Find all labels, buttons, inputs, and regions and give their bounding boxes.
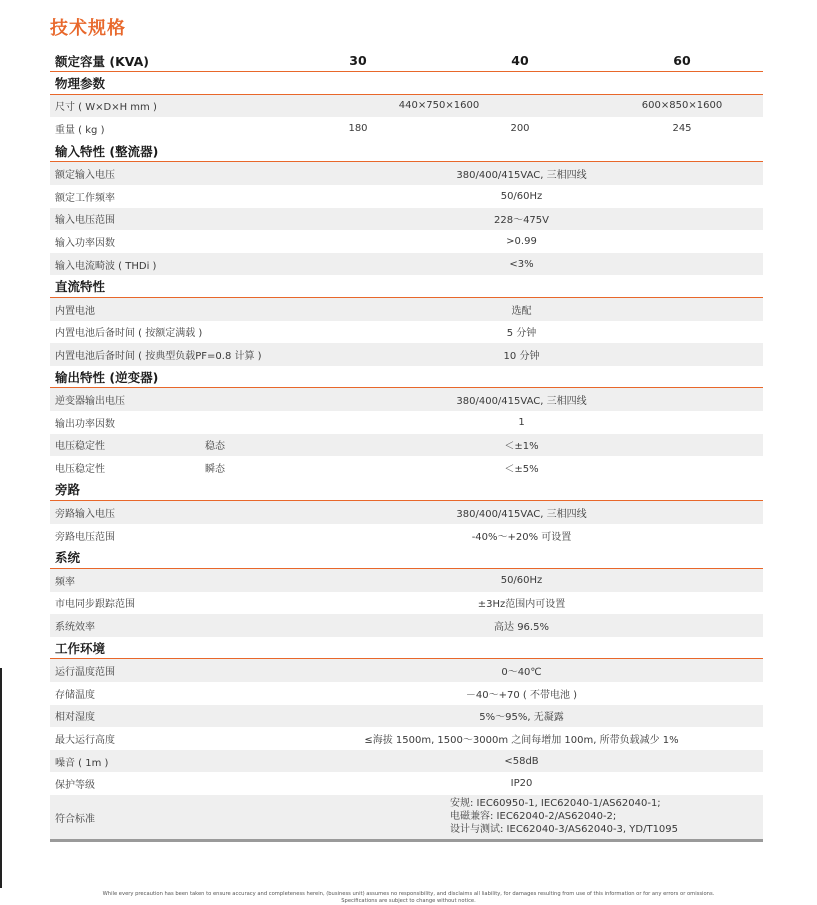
spec-row [50, 750, 763, 773]
footer-line: Specifications are subject to change without notice. [341, 898, 476, 904]
section-output [50, 366, 763, 389]
spec-label: 存储温度 [55, 689, 95, 701]
spec-value-40: 200 [510, 122, 530, 134]
spec-label: 尺寸 ( W×D×H mm ) [55, 102, 157, 114]
spec-row [50, 230, 763, 253]
spec-row [50, 569, 763, 592]
section-title: 输入特性 (整流器) [55, 143, 159, 159]
spec-row [50, 162, 763, 185]
spec-row [50, 592, 763, 615]
standards-line: 安规: IEC60950-1, IEC62040-1/AS62040-1; [450, 798, 661, 809]
spec-label: 市电同步跟踪范围 [55, 599, 135, 611]
spec-label: 保护等级 [55, 780, 95, 792]
spec-row [50, 524, 763, 547]
spec-row [50, 682, 763, 705]
spec-value: 0～40℃ [501, 667, 542, 679]
spec-value: 选配 [511, 305, 532, 317]
spec-value: >0.99 [506, 235, 537, 247]
spec-row [50, 727, 763, 750]
spec-row-weight [50, 117, 763, 140]
spec-value: ＜±5% [504, 463, 539, 475]
spec-label: 输入功率因数 [55, 237, 115, 249]
spec-value: ≤海拔 1500m, 1500～3000m 之间每增加 100m, 所带负载减少 1% [364, 735, 679, 747]
spec-label: 逆变器输出电压 [55, 396, 125, 408]
spec-value-60: 245 [672, 122, 692, 134]
spec-row [50, 253, 763, 276]
table-header-row [50, 50, 763, 72]
spec-value-30-40: 440×750×1600 [398, 100, 480, 112]
standards-line: 设计与测试: IEC62040-3/AS62040-3, YD/T1095 [450, 824, 679, 835]
spec-value: 380/400/415VAC, 三相四线 [456, 170, 587, 182]
section-environment [50, 637, 763, 660]
spec-value: 380/400/415VAC, 三相四线 [456, 396, 587, 408]
spec-label: 运行温度范围 [55, 667, 115, 679]
spec-value: ±3Hz范围内可设置 [477, 599, 566, 611]
spec-row [50, 614, 763, 637]
spec-value: 50/60Hz [500, 574, 543, 586]
spec-row [50, 388, 763, 411]
spec-row [50, 343, 763, 366]
section-title: 物理参数 [55, 75, 106, 91]
spec-label: 输入电流畸波 ( THDi ) [55, 260, 157, 272]
spec-sublabel: 稳态 [205, 441, 225, 453]
spec-label: 频率 [55, 576, 75, 588]
spec-sublabel: 瞬态 [205, 463, 225, 475]
spec-label: 内置电池后备时间 ( 按典型负载PF=0.8 计算 ) [55, 350, 262, 362]
section-title: 系统 [55, 550, 81, 566]
spec-row [50, 659, 763, 682]
spec-label: 电压稳定性 [55, 463, 105, 475]
spec-label: 旁路电压范围 [55, 531, 115, 543]
spec-value: -40%～+20% 可设置 [471, 531, 572, 543]
section-title: 工作环境 [55, 640, 106, 656]
col-header-30: 30 [349, 53, 367, 68]
page-title: 技术规格 [50, 18, 126, 39]
spec-label: 相对湿度 [55, 712, 95, 724]
spec-label: 内置电池后备时间 ( 按额定满载 ) [55, 328, 203, 340]
section-title: 输出特性 (逆变器) [55, 369, 159, 385]
section-bypass [50, 479, 763, 502]
spec-row-dimensions [50, 95, 763, 118]
spec-value: 380/400/415VAC, 三相四线 [456, 509, 587, 521]
standards-list [450, 797, 678, 836]
spec-row-standards [50, 795, 763, 839]
spec-value: 5%～95%, 无凝露 [479, 712, 564, 724]
section-title: 直流特性 [55, 279, 106, 295]
spec-label: 系统效率 [55, 622, 95, 634]
spec-row [50, 501, 763, 524]
spec-row [50, 456, 763, 479]
spec-value: －40～+70 ( 不带电池 ) [465, 689, 578, 701]
spec-label: 额定输入电压 [55, 170, 115, 182]
spec-label: 最大运行高度 [55, 735, 115, 747]
col-header-60: 60 [673, 53, 691, 68]
spec-row [50, 208, 763, 231]
spec-label: 符合标准 [55, 813, 95, 825]
footer-line: While every precaution has been taken to ensure accuracy and completeness herein, (business unit) assumes no responsibility, and disclaims all liability, for damages resulting from use of this information or for any errors or omissions. [102, 891, 715, 897]
section-system [50, 546, 763, 569]
spec-label: 额定工作频率 [55, 192, 115, 204]
spec-label: 内置电池 [55, 305, 95, 317]
spec-value: 5 分钟 [506, 328, 537, 340]
spec-label: 重量 ( kg ) [55, 124, 105, 136]
spec-row [50, 185, 763, 208]
spec-value: 高达 96.5% [494, 622, 549, 634]
section-input [50, 140, 763, 163]
spec-row [50, 298, 763, 321]
spec-table [50, 50, 763, 842]
section-dc [50, 275, 763, 298]
col-header-40: 40 [511, 53, 529, 68]
spec-label: 噪音 ( 1m ) [55, 757, 109, 769]
spec-value: 10 分钟 [503, 350, 540, 362]
spec-value: 1 [518, 416, 525, 428]
spec-row [50, 321, 763, 344]
table-bottom-rule [50, 839, 763, 842]
spec-value: ＜±1% [504, 441, 539, 453]
spec-label: 输出功率因数 [55, 418, 115, 430]
left-edge-mark [0, 668, 2, 888]
section-physical [50, 72, 763, 95]
spec-value-60: 600×850×1600 [641, 100, 723, 112]
spec-row [50, 705, 763, 728]
spec-value-30: 180 [348, 122, 368, 134]
spec-value: <3% [509, 258, 534, 270]
spec-row [50, 411, 763, 434]
spec-label: 电压稳定性 [55, 441, 105, 453]
spec-value: 50/60Hz [500, 190, 543, 202]
spec-label: 输入电压范围 [55, 215, 115, 227]
spec-row [50, 772, 763, 795]
spec-row [50, 434, 763, 457]
spec-value: IP20 [510, 778, 533, 790]
section-title: 旁路 [55, 482, 81, 498]
capacity-header-label: 额定容量 (KVA) [55, 53, 149, 69]
standards-line: 电磁兼容: IEC62040-2/AS62040-2; [450, 811, 617, 822]
footer-disclaimer [0, 891, 817, 905]
spec-value: 228～475V [493, 215, 549, 227]
spec-label: 旁路输入电压 [55, 509, 115, 521]
spec-value: <58dB [504, 755, 539, 767]
